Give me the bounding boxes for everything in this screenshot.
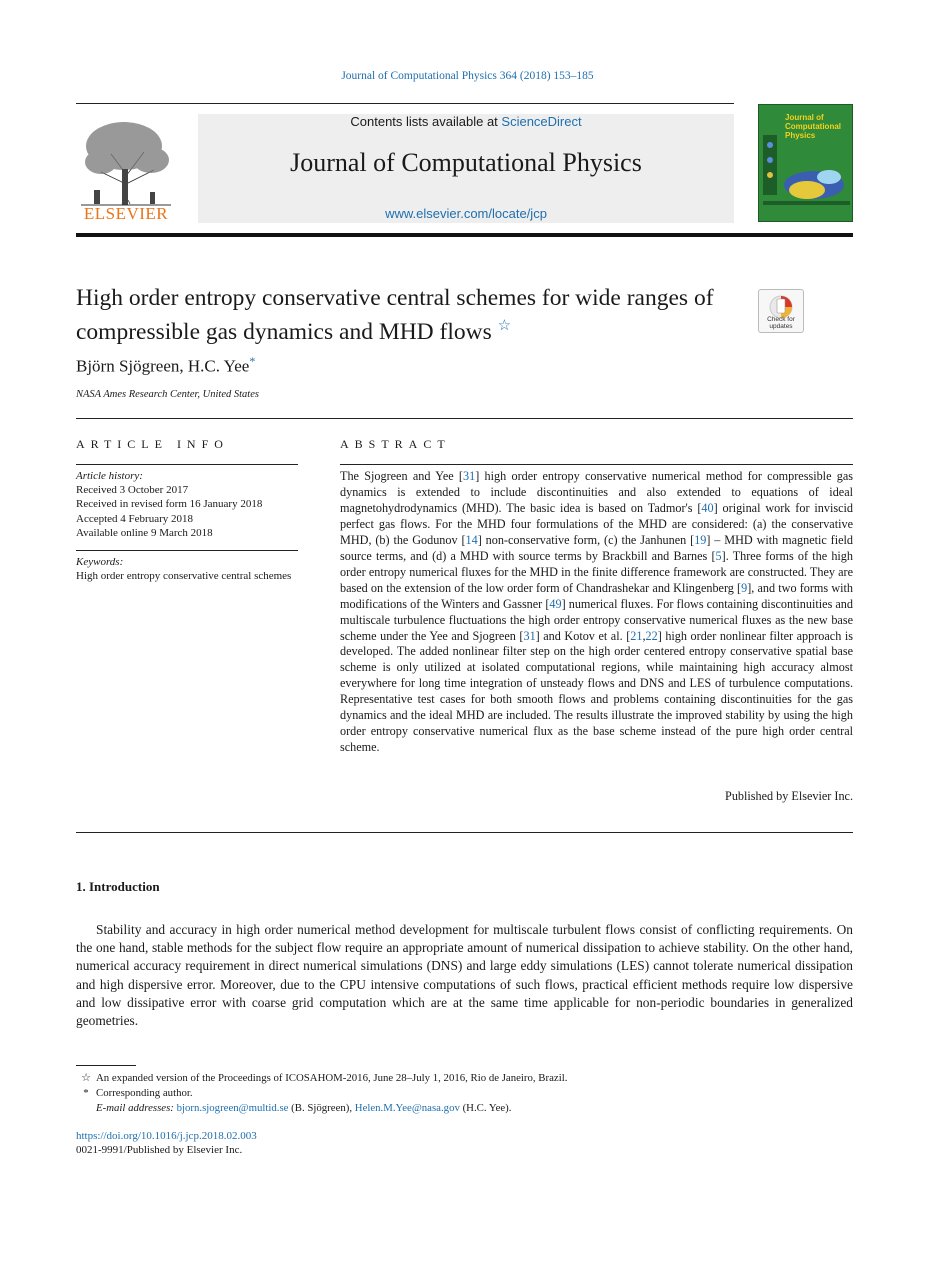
corresponding-author-mark[interactable]: * — [249, 354, 256, 368]
elsevier-wordmark: ELSEVIER — [83, 204, 169, 223]
email-link-yee[interactable]: Helen.M.Yee@nasa.gov — [354, 1102, 460, 1114]
ref-link[interactable]: 9 — [741, 580, 748, 595]
email-label: E-mail addresses: — [96, 1102, 174, 1114]
footnote-mark: ☆ — [81, 1072, 91, 1084]
journal-cover-image[interactable] — [758, 104, 853, 222]
journal-title: Journal of Computational Physics — [290, 148, 642, 177]
ref-link[interactable]: 49 — [549, 596, 562, 611]
abstract-heading: ABSTRACT — [340, 437, 451, 451]
ref-link[interactable]: 14 — [465, 532, 478, 547]
abstract-text — [340, 469, 853, 756]
abstract-segment: ] original work for inviscid perfect gas flows. For the MHD four formulations of the MHD are considered: (a) the conservative MHD, (b) the Godunov [ — [340, 500, 853, 547]
section-rule — [76, 418, 853, 419]
contents-prefix: Contents lists available at — [350, 114, 502, 129]
abstract-rule — [340, 464, 853, 465]
history-revised: Received in revised form 16 January 2018 — [76, 498, 263, 511]
ref-link[interactable]: 5 — [715, 548, 722, 563]
ref-link[interactable]: 31 — [463, 469, 476, 483]
introduction-heading: 1. Introduction — [76, 879, 160, 894]
journal-citation[interactable]: Journal of Computational Physics 364 (2018) 153–185 — [341, 70, 594, 82]
abstract-end-rule — [76, 832, 853, 833]
paper-title-text: High order entropy conservative central schemes for wide ranges of compressible gas dynamics and MHD flows — [76, 285, 714, 345]
header-rule — [76, 103, 734, 104]
abstract-segment: The Sjogreen and Yee [ — [340, 469, 463, 483]
abstract-publisher: Published by Elsevier Inc. — [725, 789, 853, 803]
article-history — [76, 469, 298, 540]
ref-link[interactable]: 21 — [630, 628, 643, 643]
journal-url-link[interactable]: www.elsevier.com/locate/jcp — [385, 206, 547, 221]
keywords-rule — [76, 550, 298, 551]
footnote-mark: * — [83, 1087, 89, 1099]
affiliation: NASA Ames Research Center, United States — [76, 389, 259, 400]
history-accepted: Accepted 4 February 2018 — [76, 512, 193, 525]
author-names: Björn Sjögreen, H.C. Yee — [76, 356, 250, 376]
abstract-segment: ] high order entropy conservative numerical method for compressible gas dynamics is extended to include discontinuities and also extended to equations of ideal magnetohydrodynamics (MHD). The basic idea is based on Tadmor's [ — [340, 469, 853, 515]
keyword-item: High order entropy conservative central schemes — [76, 570, 292, 583]
title-footnote-mark[interactable]: ☆ — [497, 318, 512, 334]
abstract-segment: , — [642, 628, 646, 643]
history-label: Article history: — [76, 470, 143, 482]
sciencedirect-link[interactable]: ScienceDirect — [501, 114, 582, 129]
email-name: (B. Sjögreen), — [288, 1102, 355, 1114]
keywords — [76, 555, 298, 583]
footnote-rule — [76, 1065, 136, 1066]
issn-line: 0021-9991/Published by Elsevier Inc. — [76, 1144, 243, 1156]
cover-title: Journal of Computational Physics — [785, 113, 841, 140]
footnote-text: Corresponding author. — [96, 1087, 193, 1099]
footnote-emails — [76, 1101, 853, 1116]
email-link-sjogreen[interactable]: bjorn.sjogreen@multid.se — [176, 1102, 289, 1114]
article-info-rule — [76, 464, 298, 465]
footnote-text: An expanded version of the Proceedings of ICOSAHOM-2016, June 28–July 1, 2016, Rio de Janeiro, Brazil. — [96, 1072, 568, 1084]
ref-link[interactable]: 40 — [701, 500, 714, 515]
abstract-segment: ] numerical fluxes. For flows containing discontinuities and multiscale turbulence fluctuations the high order entropy conservative numerical fluxes as the new base scheme under the Yee and Sjogreen [ — [340, 596, 853, 643]
footnote-expanded-version — [76, 1071, 853, 1086]
history-online: Available online 9 March 2018 — [76, 526, 213, 539]
abstract-segment: ] and Kotov et al. [ — [535, 628, 631, 643]
introduction-paragraph: Stability and accuracy in high order numerical method development for multiscale turbulent flows consist of conflicting requirements. On the one hand, stable methods for the subject flow require an appropriate amount of numerical dissipation to achieve stability. On the other hand, numerical accuracy requirement in direct numerical simulations (DNS) and large eddy simulations (LES) cannot tolerate numerical dissipation and high dispersive error. Moreover, due to the CPU intensive computations of such flows, practical efficient methods require low dispersive and low dissipative error with coarse grid computation which are at the same time applicable for non-periodic boundaries in generalized geometries. — [76, 922, 853, 1029]
history-received: Received 3 October 2017 — [76, 484, 189, 497]
abstract-segment: ]. Three forms of the high order entropy numerical fluxes for the MHD in the finite difference framework are constructed. They are based on the extension of the low order form of Chandrashekar and Klingenberg [ — [340, 548, 853, 595]
crossmark-label: Check for updates — [767, 316, 795, 330]
abstract-segment: ] high order nonlinear filter approach is developed. The added nonlinear filter step on the high order centered entropy conservative spatial base scheme is only utilized at isolated computational regions, while maintaining high accuracy almost everywhere for long time integration of unsteady flows and DNS and LES of turbulence computations. Representative test cases for both smooth flows and problems containing discontinuities for the gas dynamics and the ideal MHD are included. The results illustrate the improved stability by using the high order entropy conservative numerical flux as the base scheme instead of the pure high order central scheme. — [340, 628, 853, 755]
header-thick-rule — [76, 233, 853, 237]
doi-link[interactable]: https://doi.org/10.1016/j.jcp.2018.02.003 — [76, 1130, 257, 1142]
footnote-corresponding — [76, 1086, 853, 1101]
authors — [76, 354, 255, 377]
keywords-label: Keywords: — [76, 556, 124, 568]
abstract-segment: ] – MHD with magnetic field source terms, and (d) a MHD with source terms by Brackbill and Barnes [ — [340, 532, 854, 563]
article-info-heading: ARTICLE INFO — [76, 437, 229, 451]
email-name: (H.C. Yee). — [459, 1102, 512, 1114]
ref-link[interactable]: 31 — [523, 628, 536, 643]
paper-title — [76, 284, 736, 346]
check-for-updates-badge[interactable] — [758, 289, 804, 333]
abstract-segment: ] non-conservative form, (c) the Janhunen [ — [477, 532, 695, 547]
abstract-segment: ], and two forms with modifications of the Winters and Gassner [ — [340, 580, 853, 611]
ref-link[interactable]: 19 — [694, 532, 707, 547]
ref-link[interactable]: 22 — [645, 628, 658, 643]
contents-line — [198, 114, 734, 129]
